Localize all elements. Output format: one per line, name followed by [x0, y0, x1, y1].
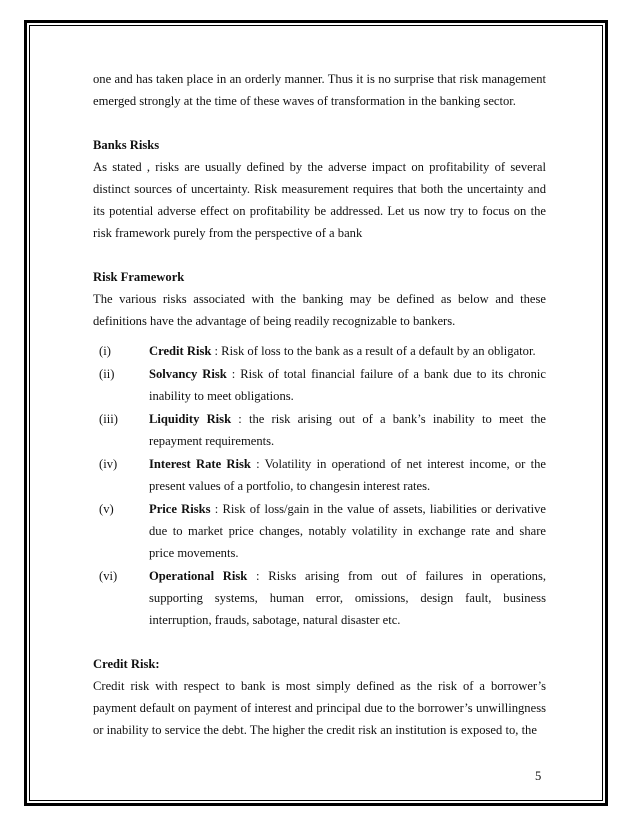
list-item-number: (ii) — [99, 367, 115, 381]
risk-term: Credit Risk — [149, 344, 212, 358]
list-item — [93, 565, 546, 631]
risk-term: Solvancy Risk — [149, 367, 227, 381]
risk-description: : Risk of total financial failure of a bank due to its chronic inability to meet obligations. — [149, 367, 546, 403]
list-item — [93, 498, 546, 564]
list-item-number: (i) — [99, 344, 111, 358]
risk-description: : Risk of loss to the bank as a result of a default by an obligator. — [211, 344, 536, 358]
risk-description: : Risks arising from out of failures in operations, supporting systems, human error, omissions, design fault, business interruption, frauds, sabotage, natural disaster etc. — [149, 569, 546, 627]
risk-framework-heading: Risk Framework — [93, 270, 185, 284]
credit-risk-paragraph: Credit risk with respect to bank is most simply defined as the risk of a borrower’s payment default on payment of interest and principal due to the borrower’s unwillingness or inability to service the debt. The higher the credit risk an institution is exposed to, the — [93, 679, 546, 737]
risk-term: Price Risks — [149, 502, 211, 516]
intro-paragraph: one and has taken place in an orderly manner. Thus it is no surprise that risk management emerged strongly at the time of these waves of transformation in the banking sector. — [93, 72, 546, 108]
list-item-number: (iii) — [99, 412, 118, 426]
list-item — [93, 453, 546, 497]
list-item-number: (vi) — [99, 569, 118, 583]
risk-framework-paragraph: The various risks associated with the banking may be defined as below and these definitions have the advantage of being readily recognizable to bankers. — [93, 292, 546, 328]
banks-risks-heading: Banks Risks — [93, 138, 160, 152]
risk-description: : the risk arising out of a bank’s inability to meet the repayment requirements. — [149, 412, 546, 448]
risk-list — [93, 340, 546, 631]
risk-description: : Volatility in operationd of net interest income, or the present values of a portfolio, to changesin interest rates. — [149, 457, 546, 493]
banks-risks-paragraph: As stated , risks are usually defined by the adverse impact on profitability of several distinct sources of uncertainty. Risk measurement requires that both the uncertainty and its potential adverse effect on profitability be addressed. Let us now try to focus on the risk framework purely from the perspective of a bank — [93, 160, 546, 240]
page-content — [93, 68, 546, 741]
page-number: 5 — [535, 769, 542, 783]
list-item — [93, 408, 546, 452]
list-item — [93, 340, 546, 362]
list-item-number: (iv) — [99, 457, 118, 471]
list-item-number: (v) — [99, 502, 114, 516]
list-item — [93, 363, 546, 407]
risk-description: : Risk of loss/gain in the value of assets, liabilities or derivative due to market price changes, notably volatility in exchange rate and share price movements. — [149, 502, 546, 560]
risk-term: Liquidity Risk — [149, 412, 232, 426]
risk-term: Operational Risk — [149, 569, 248, 583]
risk-term: Interest Rate Risk — [149, 457, 251, 471]
credit-risk-heading: Credit Risk: — [93, 657, 160, 671]
